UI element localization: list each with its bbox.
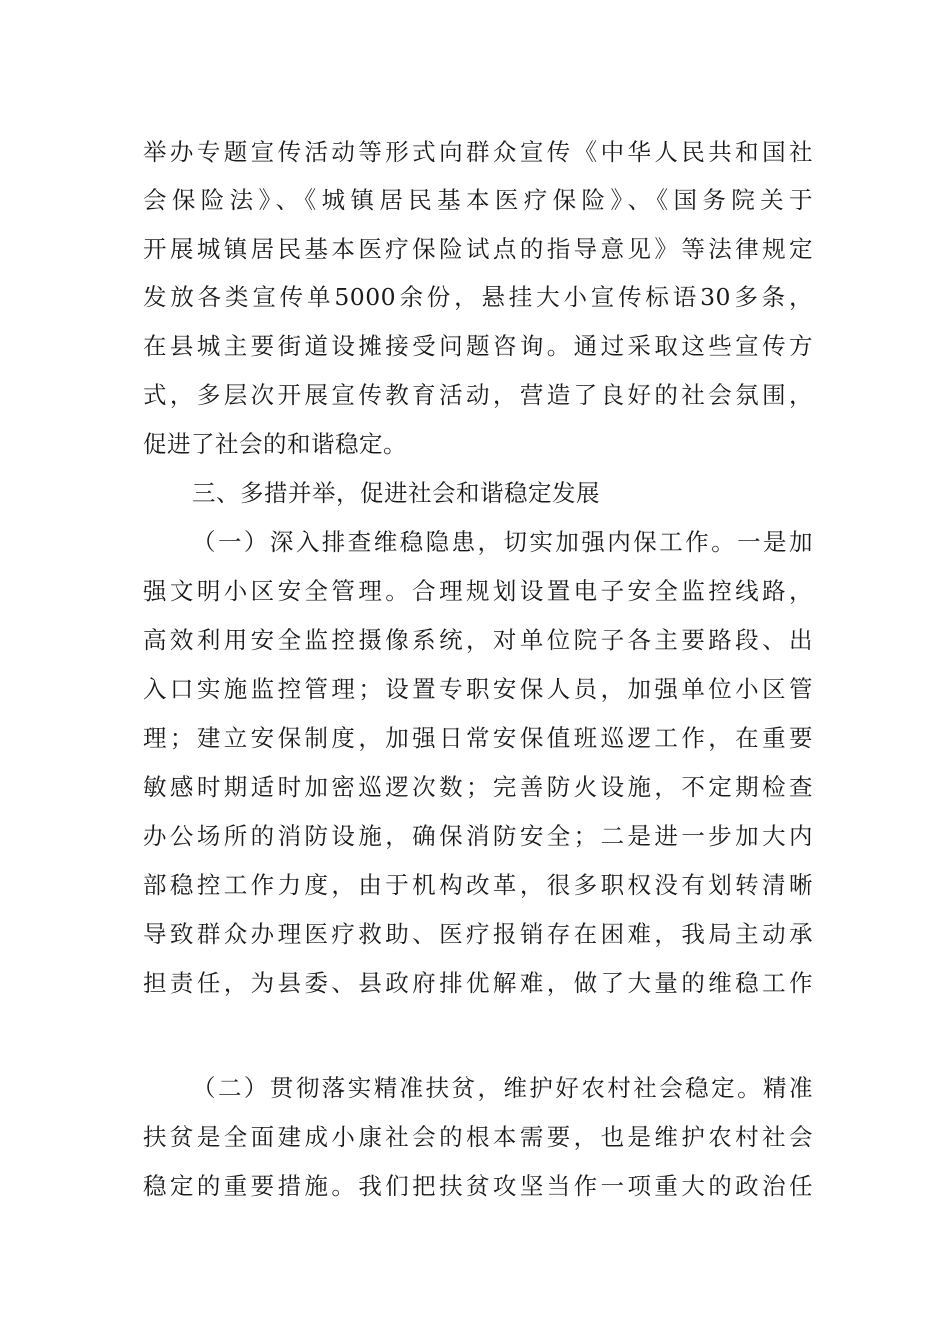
paragraph-line: 部稳控工作力度，由于机构改革，很多职权没有划转清晰 xyxy=(143,871,813,899)
section-heading: 三、多措并举，促进社会和谐稳定发展 xyxy=(192,479,600,507)
paragraph-line: 敏感时期适时加密巡逻次数；完善防火设施，不定期检查 xyxy=(143,773,813,801)
paragraph-line: 担责任，为县委、县政府排优解难，做了大量的维稳工作 xyxy=(143,969,813,997)
paragraph-line: 入口实施监控管理；设置专职安保人员，加强单位小区管 xyxy=(143,675,813,703)
paragraph-line: 高效利用安全监控摄像系统，对单位院子各主要路段、出 xyxy=(143,626,813,654)
paragraph-line: 促进了社会的和谐稳定。 xyxy=(143,430,407,458)
paragraph-line: 发放各类宣传单5000余份，悬挂大小宣传标语30多条， xyxy=(143,283,813,311)
paragraph-line: 举办专题宣传活动等形式向群众宣传《中华人民共和国社 xyxy=(143,138,813,166)
paragraph-line: 理；建立安保制度，加强日常安保值班巡逻工作，在重要 xyxy=(143,724,813,752)
paragraph-line: 开展城镇居民基本医疗保险试点的指导意见》等法律规定 xyxy=(143,235,813,263)
paragraph-line: 扶贫是全面建成小康社会的根本需要，也是维护农村社会 xyxy=(143,1123,813,1151)
paragraph-line: （一）深入排查维稳隐患，切实加强内保工作。一是加 xyxy=(192,528,813,556)
paragraph-line: 办公场所的消防设施，确保消防安全；二是进一步加大内 xyxy=(143,822,813,850)
paragraph-line: 导致群众办理医疗救助、医疗报销存在困难，我局主动承 xyxy=(143,920,813,948)
paragraph-line: 会保险法》、《城镇居民基本医疗保险》、《国务院关于 xyxy=(143,186,813,214)
paragraph-line: 稳定的重要措施。我们把扶贫攻坚当作一项重大的政治任 xyxy=(143,1172,813,1200)
paragraph-line: （二）贯彻落实精准扶贫，维护好农村社会稳定。精准 xyxy=(192,1074,813,1102)
paragraph-line: 强文明小区安全管理。合理规划设置电子安全监控线路， xyxy=(143,577,813,605)
paragraph-line: 在县城主要街道设摊接受问题咨询。通过采取这些宣传方 xyxy=(143,332,813,360)
paragraph-line: 式，多层次开展宣传教育活动，营造了良好的社会氛围， xyxy=(143,381,813,409)
